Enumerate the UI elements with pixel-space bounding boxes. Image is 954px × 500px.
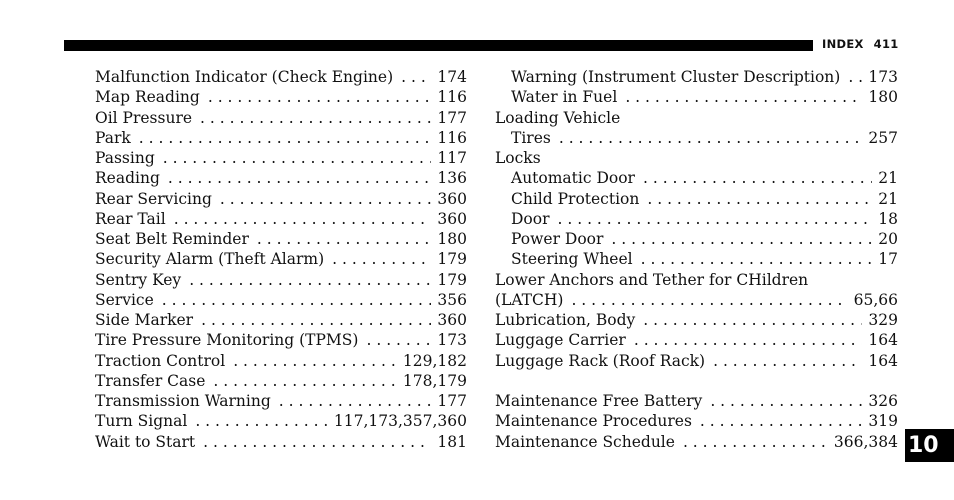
header-rule [64, 40, 813, 51]
dot-leader [611, 229, 872, 249]
dot-leader [700, 411, 863, 431]
section-title: INDEX [822, 37, 864, 51]
index-entry [79, 108, 467, 128]
heading-text: Locks [495, 149, 541, 167]
index-heading [495, 148, 898, 168]
dot-leader [279, 391, 432, 411]
index-column-right [495, 67, 898, 452]
entry-text: Rear Servicing [95, 189, 212, 208]
entry-text: Oil Pressure [95, 108, 193, 127]
dot-leader [168, 168, 432, 188]
dot-leader [189, 270, 431, 290]
heading-text: Loading Vehicle [495, 108, 621, 127]
dot-leader [571, 290, 847, 310]
dot-leader [641, 249, 873, 269]
index-entry [79, 168, 467, 188]
running-header [822, 37, 899, 51]
entry-pages: 360 [437, 311, 467, 329]
entry-text: Child Protection [511, 189, 640, 208]
entry-text: Wait to Start [95, 432, 196, 451]
entry-pages: 21 [878, 189, 898, 208]
entry-pages: 177 [437, 108, 467, 127]
index-entry [79, 148, 467, 168]
index-entry [495, 391, 898, 411]
index-entry [79, 371, 467, 391]
index-entry [79, 249, 467, 269]
entry-text: Water in Fuel [511, 88, 618, 107]
index-entry [495, 330, 898, 350]
dot-leader [366, 330, 431, 350]
index-entry [495, 432, 898, 452]
dot-leader [559, 128, 863, 148]
entry-pages: 178,179 [402, 371, 467, 390]
entry-text: Seat Belt Reminder [95, 230, 249, 248]
entry-text: Rear Tail [95, 209, 166, 228]
entry-pages: 329 [868, 311, 898, 329]
dot-leader [200, 108, 431, 128]
index-entry [79, 330, 467, 350]
entry-pages: 360 [437, 189, 467, 208]
entry-pages: 164 [868, 331, 898, 350]
page-number: 411 [873, 37, 899, 51]
entry-text: Maintenance Free Battery [495, 392, 703, 410]
entry-text: Malfunction Indicator (Check Engine) [95, 68, 394, 86]
dot-leader [643, 310, 862, 330]
entry-pages: 117 [437, 149, 467, 167]
entry-text: Side Marker [95, 311, 194, 329]
entry-pages: 356 [437, 290, 467, 309]
dot-leader [163, 148, 432, 168]
entry-text: Reading [95, 169, 160, 188]
heading-text: Lower Anchors and Tether for CHildren [495, 270, 809, 289]
dot-leader [713, 351, 862, 371]
index-entry [495, 290, 898, 310]
entry-pages: 116 [437, 128, 467, 147]
entry-text: Luggage Carrier [495, 331, 626, 350]
dot-leader [401, 67, 431, 87]
index-entry [495, 209, 898, 229]
section-spacer [495, 371, 898, 391]
index-entry [79, 391, 467, 411]
dot-leader [203, 432, 431, 452]
entry-text: Automatic Door [511, 169, 635, 188]
dot-leader [848, 67, 862, 87]
entry-text: Transfer Case [95, 371, 206, 390]
dot-leader [647, 189, 872, 209]
entry-pages: 174 [437, 68, 467, 86]
dot-leader [634, 330, 863, 350]
entry-text: Power Door [511, 230, 604, 248]
dot-leader [220, 189, 432, 209]
index-entry [495, 229, 898, 249]
entry-pages: 180 [437, 230, 467, 248]
entry-pages: 20 [878, 230, 898, 248]
dot-leader [174, 209, 432, 229]
index-entry [495, 87, 898, 107]
index-entry [495, 351, 898, 371]
dot-leader [332, 249, 431, 269]
entry-pages: 179 [437, 270, 467, 289]
index-entry [79, 351, 467, 371]
entry-pages: 326 [868, 392, 898, 410]
entry-text: (LATCH) [495, 290, 564, 309]
index-entry [79, 432, 467, 452]
index-entry [495, 128, 898, 148]
entry-text: Tires [511, 128, 551, 147]
entry-pages: 21 [878, 169, 898, 188]
entry-text: Passing [95, 149, 155, 167]
dot-leader [208, 87, 432, 107]
entry-text: Luggage Rack (Roof Rack) [495, 351, 706, 370]
entry-pages: 366,384 [833, 432, 898, 451]
index-entry [495, 67, 898, 87]
index-entry [495, 168, 898, 188]
entry-pages: 179 [437, 250, 467, 269]
entry-pages: 164 [868, 351, 898, 370]
dot-leader [257, 229, 432, 249]
entry-pages: 180 [868, 88, 898, 107]
entry-pages: 65,66 [853, 290, 898, 309]
index-entry [495, 249, 898, 269]
dot-leader [162, 290, 432, 310]
entry-text: Service [95, 290, 154, 309]
entry-text: Map Reading [95, 88, 200, 107]
entry-text: Turn Signal [95, 412, 188, 431]
dot-leader [710, 391, 862, 411]
dot-leader [195, 411, 328, 431]
index-entry [79, 128, 467, 148]
entry-pages: 129,182 [402, 351, 467, 370]
entry-text: Door [511, 209, 550, 228]
entry-text: Lubrication, Body [495, 311, 636, 329]
entry-text: Steering Wheel [511, 250, 633, 269]
entry-pages: 116 [437, 88, 467, 107]
dot-leader [233, 351, 397, 371]
entry-pages: 173 [437, 331, 467, 350]
entry-text: Transmission Warning [95, 392, 271, 410]
index-entry [495, 189, 898, 209]
index-entry [79, 411, 467, 431]
entry-pages: 18 [878, 209, 898, 228]
dot-leader [625, 87, 862, 107]
index-column-left [79, 67, 467, 452]
dot-leader [683, 432, 828, 452]
index-entry [79, 290, 467, 310]
index-entry [495, 411, 898, 431]
entry-pages: 257 [868, 128, 898, 147]
entry-text: Tire Pressure Monitoring (TPMS) [95, 331, 359, 350]
entry-text: Park [95, 128, 131, 147]
entry-pages: 181 [437, 432, 467, 451]
index-heading [495, 270, 898, 290]
entry-pages: 319 [868, 412, 898, 431]
entry-text: Maintenance Schedule [495, 432, 675, 451]
index-heading [495, 108, 898, 128]
index-entry [79, 270, 467, 290]
entry-pages: 360 [437, 209, 467, 228]
entry-pages: 17 [878, 250, 898, 269]
index-entry [79, 189, 467, 209]
dot-leader [201, 310, 431, 330]
entry-pages: 136 [437, 169, 467, 188]
dot-leader [139, 128, 432, 148]
entry-text: Security Alarm (Theft Alarm) [95, 250, 325, 269]
entry-pages: 177 [437, 392, 467, 410]
dot-leader [213, 371, 396, 391]
entry-pages: 117,173,357,360 [333, 412, 467, 431]
dot-leader [643, 168, 872, 188]
index-entry [79, 310, 467, 330]
index-entry [79, 229, 467, 249]
entry-pages: 173 [868, 68, 898, 86]
entry-text: Maintenance Procedures [495, 412, 692, 431]
index-entry [79, 67, 467, 87]
index-entry [79, 87, 467, 107]
entry-text: Traction Control [95, 351, 226, 370]
entry-text: Sentry Key [95, 270, 182, 289]
index-entry [495, 310, 898, 330]
dot-leader [558, 209, 873, 229]
chapter-tab: 10 [905, 429, 954, 462]
entry-text: Warning (Instrument Cluster Description) [511, 68, 841, 86]
index-entry [79, 209, 467, 229]
